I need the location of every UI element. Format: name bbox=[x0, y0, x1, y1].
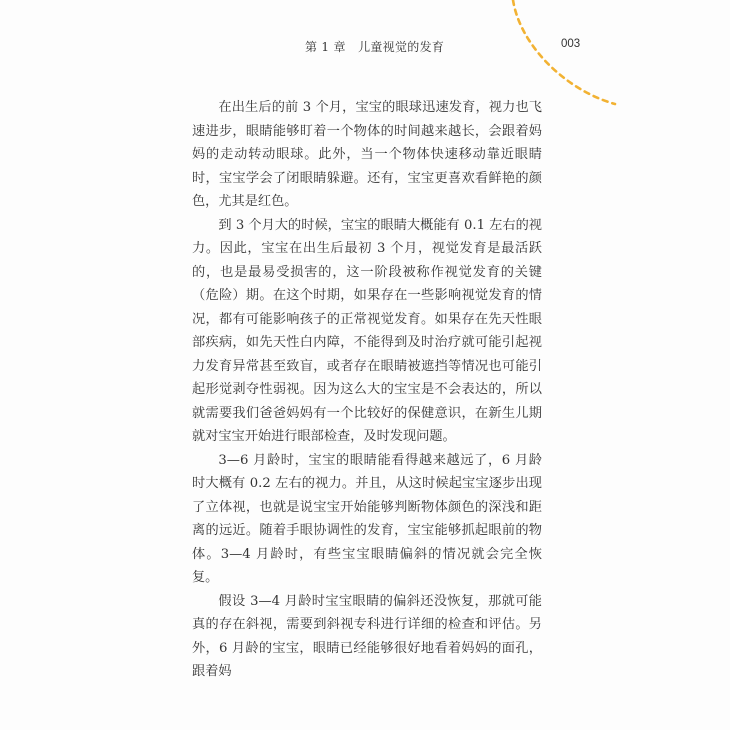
paragraph: 假设 3—4 月龄时宝宝眼睛的偏斜还没恢复，那就可能真的存在斜视，需要到斜视专科进行详细的检查和评估。另外，6 月龄的宝宝，眼睛已经能够很好地看着妈妈的面孔，跟着妈 bbox=[192, 593, 542, 679]
paragraph: 到 3 个月大的时候，宝宝的眼睛大概能有 0.1 左右的视力。因此，宝宝在出生后最初 3 个月，视觉发育是最活跃的，也是最易受损害的，这一阶段被称作视觉发育的关键（危险）期。在这个时期，如果存在一些影响视觉发育的情况，都有可能影响孩子的正常视觉发育。如果存在先天性眼部疾病，如先天性白内障，不能得到及时治疗就可能引起视力发育异常甚至致盲，或者存在眼睛被遮挡等情况也可能引起形觉剥夺性弱视。因为这么大的宝宝是不会表达的，所以就需要我们爸爸妈妈有一个比较好的保健意识，在新生儿期就对宝宝开始进行眼部检查，及时发现问题。 bbox=[192, 217, 542, 444]
running-header bbox=[0, 38, 730, 58]
body-text bbox=[192, 96, 542, 684]
paragraph: 在出生后的前 3 个月，宝宝的眼球迅速发育，视力也飞速进步，眼睛能够盯着一个物体的时间越来越长，会跟着妈妈的走动转动眼球。此外，当一个物体快速移动靠近眼睛时，宝宝学会了闭眼睛躲避。还有，宝宝更喜欢看鲜艳的颜色，尤其是红色。 bbox=[192, 100, 542, 209]
page-number: 003 bbox=[561, 38, 581, 50]
chapter-title: 第 1 章 儿童视觉的发育 bbox=[305, 40, 445, 54]
paragraph: 3—6 月龄时，宝宝的眼睛能看得越来越远了，6 月龄时大概有 0.2 左右的视力。并且，从这时候起宝宝逐步出现了立体视，也就是说宝宝开始能够判断物体颜色的深浅和距离的远近。随着手眼协调性的发育，宝宝能够抓起眼前的物体。3—4 月龄时，有些宝宝眼睛偏斜的情况就会完全恢复。 bbox=[192, 452, 542, 585]
